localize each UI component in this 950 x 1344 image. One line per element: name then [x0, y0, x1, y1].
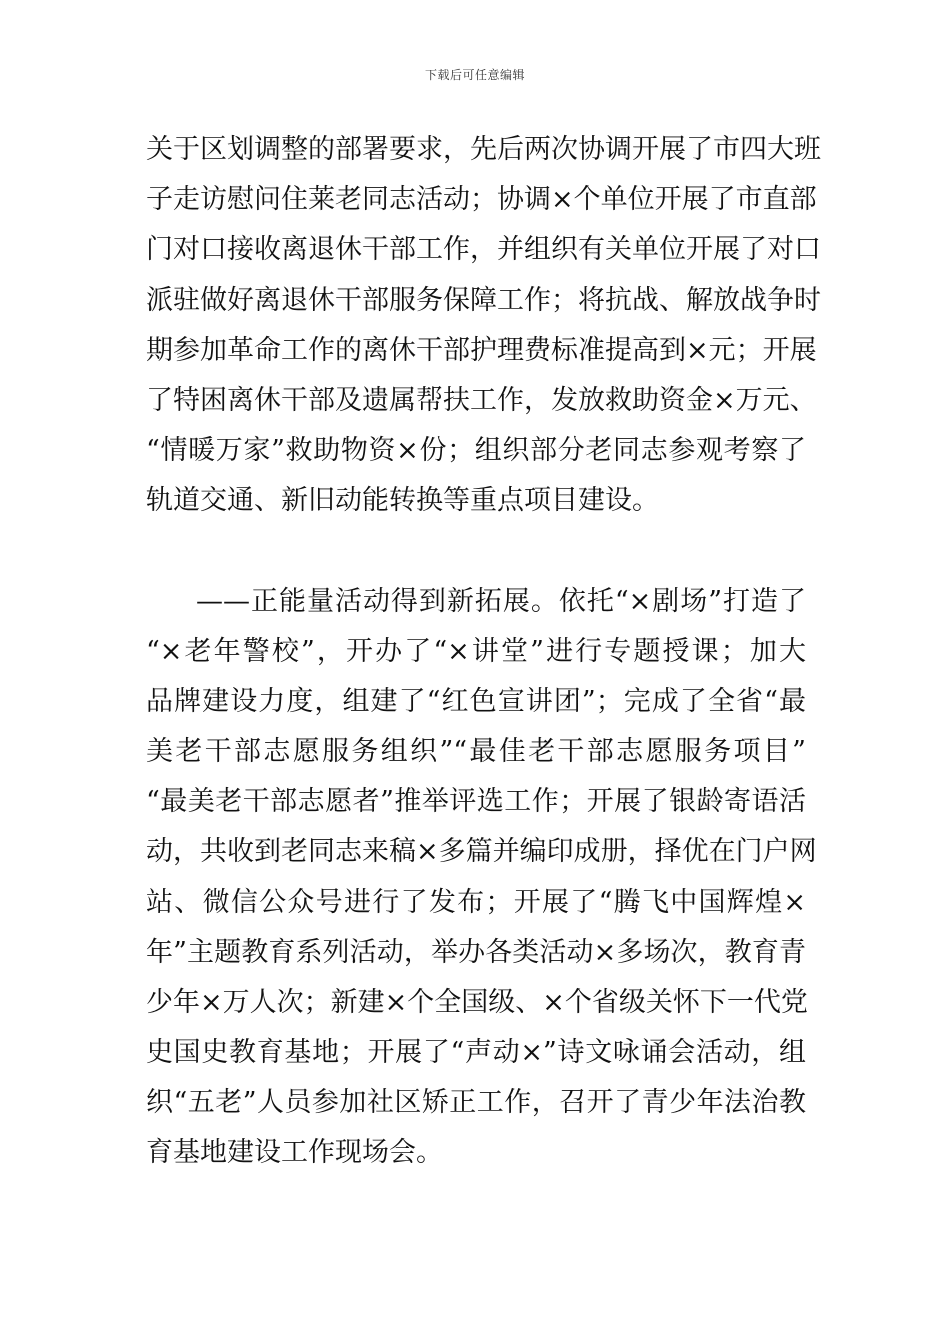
paragraph-line: 织“五老”人员参加社区矫正工作，召开了青少年法治教	[146, 1087, 806, 1118]
paragraph-line: 站、微信公众号进行了发布；开展了“腾飞中国辉煌×	[146, 887, 806, 918]
paragraph-line: 门对口接收离退休干部工作，并组织有关单位开展了对口	[146, 234, 821, 265]
paragraph-line: 美老干部志愿服务组织”“最佳老干部志愿服务项目”	[146, 736, 806, 767]
paragraph-line: 关于区划调整的部署要求，先后两次协调开展了市四大班	[146, 134, 821, 165]
paragraph-line: 子走访慰问住莱老同志活动；协调×个单位开展了市直部	[146, 184, 817, 215]
paragraph-line: 年”主题教育系列活动，举办各类活动×多场次，教育青	[146, 937, 806, 968]
paragraph-line: 动，共收到老同志来稿×多篇并编印成册，择优在门户网	[146, 836, 817, 867]
paragraph-line: ——正能量活动得到新拓展。依托“×剧场”打造了	[196, 586, 806, 617]
paragraph-line: 少年×万人次；新建×个全国级、×个省级关怀下一代党	[146, 987, 808, 1018]
paragraph-line: “×老年警校”，开办了“×讲堂”进行专题授课；加大	[146, 636, 806, 667]
paragraph-line: 史国史教育基地；开展了“声动×”诗文咏诵会活动，组	[146, 1037, 806, 1068]
paragraph-line: 了特困离休干部及遗属帮扶工作，发放救助资金×万元、	[146, 385, 817, 416]
paragraph-line: 期参加革命工作的离休干部护理费标准提高到×元；开展	[146, 335, 817, 366]
paragraph-line: “情暖万家”救助物资×份；组织部分老同志参观考察了	[146, 435, 806, 466]
page-header: 下载后可任意编辑	[424, 68, 525, 82]
paragraph-line: 品牌建设力度，组建了“红色宣讲团”；完成了全省“最	[146, 686, 806, 717]
paragraph-line: 派驻做好离退休干部服务保障工作；将抗战、解放战争时	[146, 285, 821, 316]
paragraph-line: 轨道交通、新旧动能转换等重点项目建设。	[146, 485, 659, 516]
paragraph-line: 育基地建设工作现场会。	[146, 1137, 443, 1168]
paragraph-line: “最美老干部志愿者”推举评选工作；开展了银龄寄语活	[146, 786, 806, 817]
